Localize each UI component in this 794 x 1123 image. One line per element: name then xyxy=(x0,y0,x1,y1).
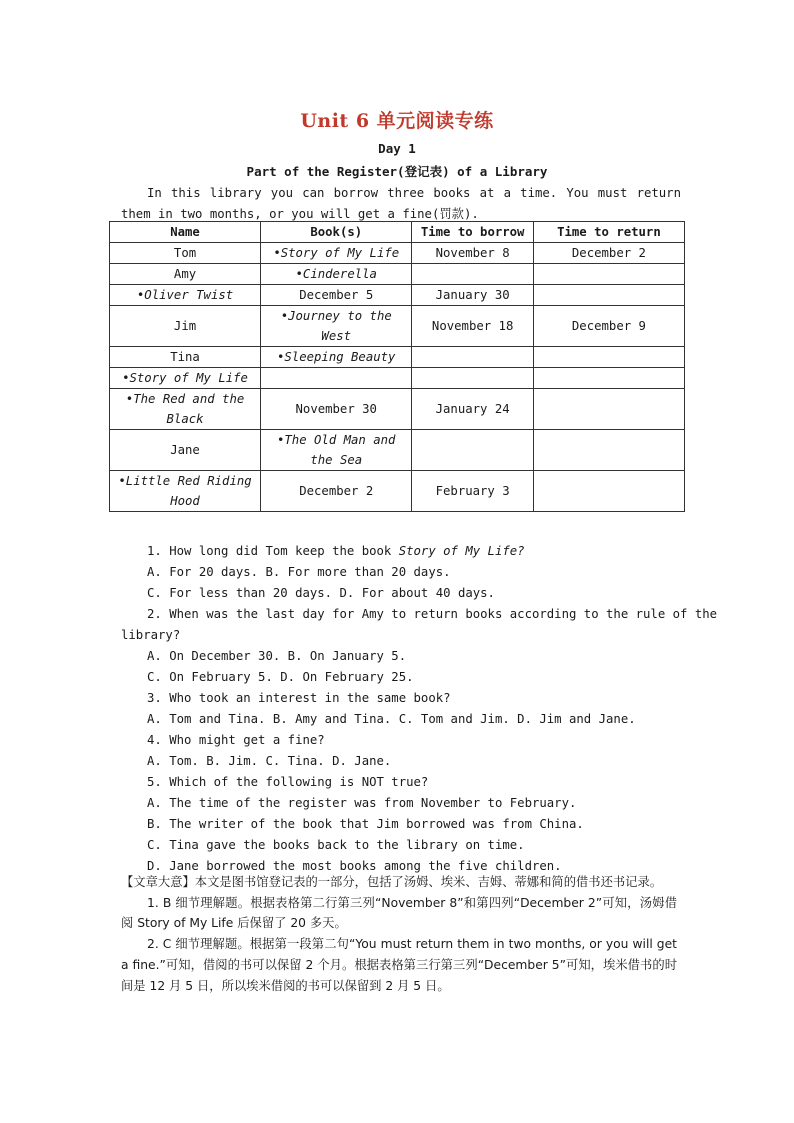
passage-title: Part of the Register(登记表) of a Library xyxy=(246,164,548,179)
table-cell xyxy=(533,347,684,368)
table-cell: Amy xyxy=(110,264,261,285)
question-2: 2. When was the last day for Amy to return books according to the rule of the xyxy=(147,607,718,621)
table-cell xyxy=(412,430,533,471)
table-cell: November 30 xyxy=(261,389,412,430)
table-cell: •Story of My Life xyxy=(110,368,261,389)
table-cell: Tina xyxy=(110,347,261,368)
table-cell: •The Red and the Black xyxy=(110,389,261,430)
question-5-option-c: C. Tina gave the books back to the library on time. xyxy=(147,838,525,852)
question-4: 4. Who might get a fine? xyxy=(147,733,325,747)
table-cell xyxy=(533,471,684,512)
question-1-options-b: C. For less than 20 days. D. For about 40 days. xyxy=(147,586,495,600)
question-5: 5. Which of the following is NOT true? xyxy=(147,775,429,789)
question-3: 3. Who took an interest in the same book? xyxy=(147,691,451,705)
day-heading: Day 1 xyxy=(378,141,416,156)
table-cell: Jane xyxy=(110,430,261,471)
answer-2: 2. C 细节理解题。根据第一段第二句“You must return them in two months, or you will get a fine.”可知，借阅的书可以保留 2 个月。根据表格第三行第三列“December 5”可知，埃米借书的时间是 12 月 5 日，所以埃米借阅的书可以保留到 2 月 5 日。 xyxy=(121,937,677,993)
question-2-options-b: C. On February 5. D. On February 25. xyxy=(147,670,414,684)
header-time-to-borrow: Time to borrow xyxy=(412,222,533,243)
header-time-to-return: Time to return xyxy=(533,222,684,243)
table-cell xyxy=(533,285,684,306)
answer-1: 1. B 细节理解题。根据表格第二行第三列“November 8”和第四列“December 2”可知，汤姆借阅 Story of My Life 后保留了 20 多天。 xyxy=(121,895,677,931)
question-5-option-b: B. The writer of the book that Jim borrowed was from China. xyxy=(147,817,584,831)
questions-section xyxy=(121,541,718,877)
table-cell: December 5 xyxy=(261,285,412,306)
table-cell xyxy=(412,368,533,389)
table-cell xyxy=(533,368,684,389)
header-books: Book(s) xyxy=(261,222,412,243)
question-2-options-a: A. On December 30. B. On January 5. xyxy=(147,649,407,663)
header-name: Name xyxy=(110,222,261,243)
page-title: Unit 6 单元阅读专练 xyxy=(300,110,494,132)
table-row xyxy=(110,264,685,285)
table-cell xyxy=(533,264,684,285)
table-cell: January 30 xyxy=(412,285,533,306)
table-cell: •Oliver Twist xyxy=(110,285,261,306)
table-cell xyxy=(412,264,533,285)
table-cell: •The Old Man and the Sea xyxy=(261,430,412,471)
table-row xyxy=(110,368,685,389)
table-cell: November 18 xyxy=(412,306,533,347)
answers-section xyxy=(121,872,677,996)
question-5-option-d: D. Jane borrowed the most books among the five children. xyxy=(147,859,562,873)
table-cell: December 2 xyxy=(261,471,412,512)
question-3-options: A. Tom and Tina. B. Amy and Tina. C. Tom and Jim. D. Jim and Jane. xyxy=(147,712,636,726)
table-row xyxy=(110,306,685,347)
table-cell xyxy=(533,389,684,430)
table-row xyxy=(110,347,685,368)
table-cell: January 24 xyxy=(412,389,533,430)
table-cell xyxy=(533,430,684,471)
table-cell: December 2 xyxy=(533,243,684,264)
question-1 xyxy=(121,541,677,562)
question-5-option-a: A. The time of the register was from November to February. xyxy=(147,796,577,810)
table-cell: •Little Red Riding Hood xyxy=(110,471,261,512)
table-cell: November 8 xyxy=(412,243,533,264)
table-row xyxy=(110,243,685,264)
article-summary: 【文章大意】本文是图书馆登记表的一部分，包括了汤姆、埃米、吉姆、蒂娜和简的借书还书记录。 xyxy=(121,875,663,889)
table-cell: December 9 xyxy=(533,306,684,347)
register-table xyxy=(109,221,685,512)
question-1-options-a: A. For 20 days. B. For more than 20 days. xyxy=(147,565,451,579)
table-cell: February 3 xyxy=(412,471,533,512)
table-cell xyxy=(261,368,412,389)
table-cell: Jim xyxy=(110,306,261,347)
table-cell: Tom xyxy=(110,243,261,264)
table-row xyxy=(110,285,685,306)
table-cell: •Sleeping Beauty xyxy=(261,347,412,368)
table-cell: •Cinderella xyxy=(261,264,412,285)
question-book-title: Story of My Life? xyxy=(398,544,525,558)
table-row xyxy=(110,430,685,471)
table-cell: •Journey to the West xyxy=(261,306,412,347)
question-2-continued: library? xyxy=(121,628,181,642)
table-cell: •Story of My Life xyxy=(261,243,412,264)
table-header-row xyxy=(110,222,685,243)
question-text: 1. How long did Tom keep the book xyxy=(147,544,399,558)
intro-paragraph: In this library you can borrow three books at a time. You must return them in two months, or you will get a fine(罚款). xyxy=(121,186,681,221)
question-4-options: A. Tom. B. Jim. C. Tina. D. Jane. xyxy=(147,754,392,768)
table-cell xyxy=(412,347,533,368)
table-row xyxy=(110,471,685,512)
table-row xyxy=(110,389,685,430)
